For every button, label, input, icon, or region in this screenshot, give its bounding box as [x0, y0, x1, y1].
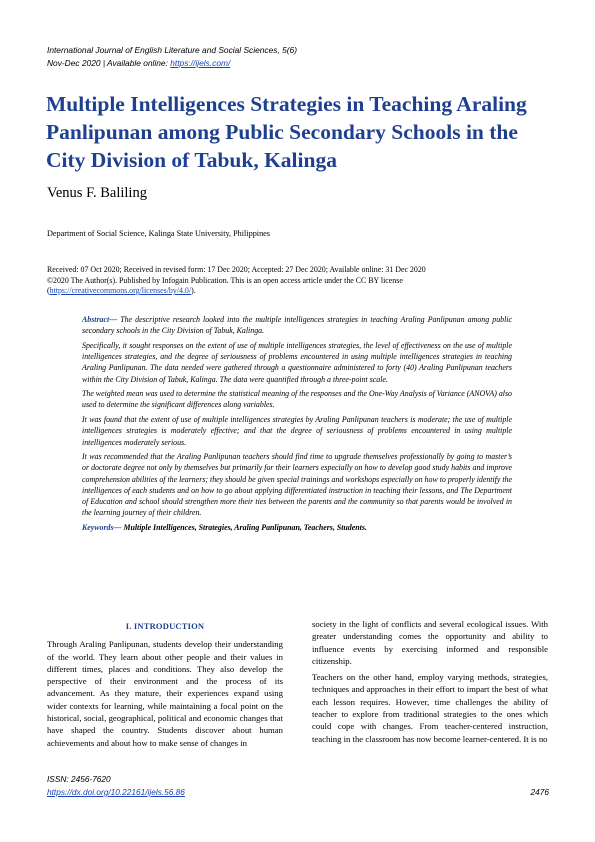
journal-url-link[interactable]: https://ijels.com/ [170, 58, 231, 68]
keywords-label: Keywords [82, 522, 114, 532]
paper-title: Multiple Intelligences Strategies in Teaching Araling Panlipunan among Public Secondary Schools in the City Division of Tabuk, Kalinga [46, 92, 527, 172]
issue-text: Nov-Dec 2020 | Available online: [47, 58, 171, 68]
issn: ISSN: 2456-7620 [47, 774, 111, 784]
license-line [47, 286, 552, 297]
page-number: 2476 [530, 787, 549, 797]
license-paren-close: ). [191, 286, 196, 295]
abstract-label: Abstract [82, 315, 110, 324]
journal-name: International Journal of English Literature and Social Sciences, 5(6) [47, 45, 297, 55]
copyright-line: ©2020 The Author(s). Published by Infogain Publication. This is an open access article under the CC BY license [47, 275, 403, 285]
intro-paragraph-1-continued: society in the light of conflicts and several ecological issues. With greater understanding comes the opportunity and ability to influence events by exercising informed and responsible citizenship. [312, 619, 548, 666]
license-link[interactable]: https://creativecommons.org/licenses/by/4.0/ [49, 286, 192, 295]
author-name: Venus F. Baliling [47, 185, 147, 201]
intro-paragraph-1: Through Araling Panlipunan, students develop their understanding of the world. They learn about other people and their values in different times, places and conditions. They also develop the perspective of their environment and the process of its advancement. As they mature, their experiences expand using wider contexts for learning, while maintaining a focal point on the historical, social, geographical, political and economic changes that have shaped the country. Students discover about human achievements and about how to make sense of changes in [47, 639, 283, 748]
abstract-block [82, 314, 512, 533]
abstract-paragraph-3: The weighted mean was used to determine the statistical meaning of the responses and the One-Way Analysis of Variance (ANOVA) also used to determine the significant differences along variables. [82, 389, 512, 410]
received-dates: Received: 07 Oct 2020; Received in revised form: 17 Dec 2020; Accepted: 27 Dec 2020; Available online: 31 Dec 2020 [47, 265, 426, 274]
abstract-text-1: The descriptive research looked into the multiple intelligences strategies in teaching Araling Panlipunan among public secondary schools in the City Division of Tabuk, Kalinga. [82, 315, 512, 336]
section-heading-introduction: I. INTRODUCTION [125, 621, 205, 631]
intro-paragraph-2: Teachers on the other hand, employ varying methods, strategies, techniques and approaches in their effort to impart the best of what each lesson requires. However, time challenges the ability of teacher to explore from traditional strategies to the ones which could cope with changes. From teacher-centered instruction, teaching in the classroom has now become learner-centered. It is no [312, 672, 548, 744]
keywords-dash: — [113, 522, 124, 532]
keywords-line [82, 522, 512, 533]
abstract-paragraph-5: It was recommended that the Araling Panlipunan teachers should find time to upgrade themselves professionally by going to master’s or doctorate degree not only by themselves but primarily for their learners especially on how to develop good study habits and improve comprehension abilities of the learners; they should be given special trainings and workshops especially on how to properly identify the intelligences of each students and on how to go about applying differentiated instruction in teaching their lessons, and The Department of Education and school should strengthen more their ties between the parents and the community so that parents would be involved in the learning journey of their children. [82, 452, 512, 518]
license-paren-open: ( [47, 286, 50, 295]
body-column-right [312, 618, 548, 749]
journal-header [47, 44, 297, 70]
keywords-text: Multiple Intelligences, Strategies, Araling Panlipunan, Teachers, Students. [123, 522, 367, 532]
abstract-dash: — [109, 315, 121, 324]
publication-dates [47, 265, 552, 297]
abstract-paragraph-1 [82, 314, 512, 336]
body-column-left [47, 618, 283, 753]
abstract-paragraph-2: Specifically, it sought responses on the extent of use of multiple intelligences strategies, the level of effectiveness on the use of multiple intelligences strategies, and the degree of seriousness of problems encountered in using multiple intelligences strategies in teaching Araling Panlipunan. The data needed were gathered through a questionnaire administered to forty (40) Araling Panlipunan teachers within the City Division of Tabuk, Kalinga. The data were quantified through a three-point scale. [82, 340, 512, 384]
issue-line [47, 57, 297, 70]
page-footer [47, 773, 549, 799]
doi-link[interactable]: https://dx.doi.org/10.22161/ijels.56.86 [47, 787, 185, 797]
abstract-paragraph-4: It was found that the extent of use of multiple intelligences strategies by Araling Panlipunan teachers is moderate; the use of multiple intelligences strategies is moderately effective; and that the degree of seriousness of problems encountered in using multiple intelligences moderately serious. [82, 415, 512, 447]
author-affiliation: Department of Social Science, Kalinga State University, Philippines [47, 229, 270, 238]
